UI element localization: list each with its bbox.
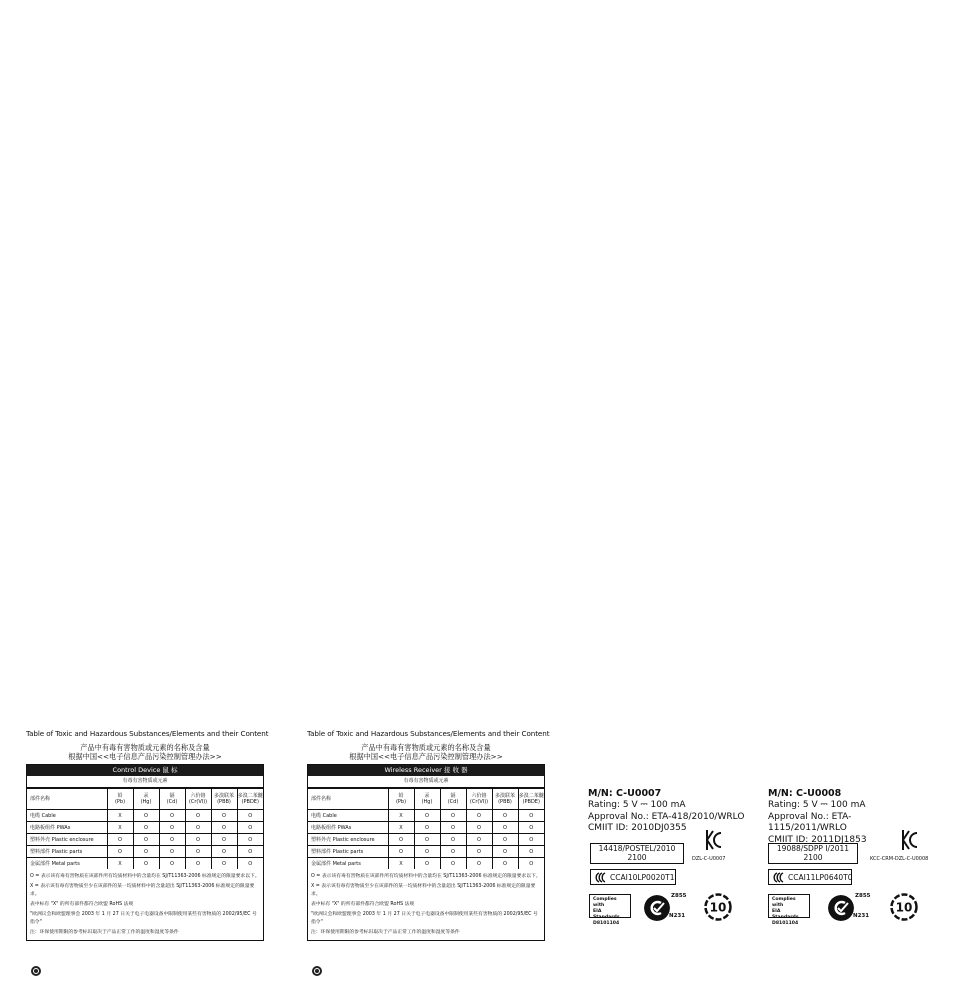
content-mark-cell: O — [518, 810, 544, 822]
note-efup: 注：环保使用期限的参考标识取决于产品正常工作的温度和湿度等条件 — [311, 930, 460, 935]
ccai-number: CCAI10LP0020T1 — [610, 873, 675, 882]
content-mark-cell: O — [133, 834, 159, 846]
column-header-substance: 六价铬 (Cr(VI)) — [185, 789, 211, 810]
hazard-table-panel-control-device — [26, 729, 269, 941]
eia-standards-box — [589, 894, 631, 926]
content-mark-cell: O — [492, 858, 518, 870]
content-mark-cell: X — [107, 822, 133, 834]
column-header-substance: 多溴联苯 (PBB) — [211, 789, 237, 810]
part-name-cell: 电路板组件 PWAs — [308, 822, 388, 834]
content-mark-cell: O — [518, 846, 544, 858]
column-header-substance: 镉 (Cd) — [440, 789, 466, 810]
part-name-cell: 金属部件 Metal parts — [27, 858, 107, 870]
note-directive: "欧洲议会和欧盟理事会 2003 年 1 月 27 日关于电子电器设备中限制使用某些有害物质的 2002/95/EC 号指令" — [311, 912, 538, 925]
content-mark-cell: O — [133, 810, 159, 822]
column-header-substance: 汞 (Hg) — [414, 789, 440, 810]
panel-title-cn-line-1: 产品中有毒有害物质或元素的名称及含量 — [361, 743, 491, 752]
column-header-substance: 六价铬 (Cr(VI)) — [466, 789, 492, 810]
content-mark-cell: O — [185, 846, 211, 858]
content-mark-cell: O — [414, 822, 440, 834]
panel-title-cn-line-2: 根据中国<<电子信息产品污染控制管理办法>> — [68, 752, 222, 761]
content-mark-cell: O — [466, 858, 492, 870]
kc-mark-icon — [704, 829, 722, 851]
part-name-cell: 塑料外壳 Plastic enclosure — [27, 834, 107, 846]
content-mark-cell: O — [211, 846, 237, 858]
eia-line-3: D8101104 — [593, 921, 620, 926]
content-mark-cell: O — [211, 858, 237, 870]
part-name-cell: 电缆 Cable — [308, 810, 388, 822]
eia-line-3: D8101104 — [772, 921, 799, 926]
table-row — [27, 834, 263, 846]
device-header: Wireless Receiver 接 收 器 — [308, 765, 544, 776]
substance-group-header: 有毒有害物质或元素 — [27, 776, 263, 788]
c-tick-n-code: N231 — [669, 913, 686, 919]
content-mark-cell: O — [159, 846, 185, 858]
table-row — [308, 846, 544, 858]
content-mark-cell: O — [107, 846, 133, 858]
note-directive: "欧洲议会和欧盟理事会 2003 年 1 月 27 日关于电子电器设备中限制使用某些有害物质的 2002/95/EC 号指令" — [30, 912, 257, 925]
content-mark-cell: O — [492, 834, 518, 846]
content-mark-cell: X — [388, 810, 414, 822]
panel-title-cn-line-2: 根据中国<<电子信息产品污染控制管理办法>> — [349, 752, 503, 761]
content-mark-cell: O — [466, 846, 492, 858]
sdppi-cert-box — [768, 843, 858, 864]
content-mark-cell: O — [466, 834, 492, 846]
kc-mark-icon — [900, 829, 918, 851]
table-row — [308, 822, 544, 834]
note-efup: 注：环保使用期限的参考标识取决于产品正常工作的温度和湿度等条件 — [30, 930, 179, 935]
efup-mark-icon — [31, 966, 41, 976]
table-row — [27, 858, 263, 870]
table-row — [308, 858, 544, 870]
content-mark-cell: O — [518, 822, 544, 834]
approval-number: Approval No.: ETA-418/2010/WRLO — [588, 811, 745, 822]
note-x: X = 表示该有毒有害物质至少在该部件的某一均质材料中的含量超出 SJ/T11363-2006 标准规定的限量要求。 — [311, 884, 536, 897]
content-mark-cell: O — [440, 810, 466, 822]
content-mark-cell: O — [440, 822, 466, 834]
postel-cert-box — [590, 843, 684, 864]
panel-title-cn-line-1: 产品中有毒有害物质或元素的名称及含量 — [80, 743, 210, 752]
content-mark-cell: O — [237, 822, 263, 834]
ccai-cert-box — [590, 869, 676, 885]
note-o: O = 表示该有毒有害物质在该部件所有均质材料中的含量均在 SJ/T11363-2006 标准规定的限量要求以下。 — [30, 874, 260, 879]
kc-code: KCC-CRM-DZL-C-U0008 — [870, 856, 929, 862]
content-mark-cell: O — [185, 834, 211, 846]
content-mark-cell: O — [466, 822, 492, 834]
content-mark-cell: O — [211, 810, 237, 822]
note-x: X = 表示该有毒有害物质至少在该部件的某一均质材料中的含量超出 SJ/T11363-2006 标准规定的限量要求。 — [30, 884, 255, 897]
content-mark-cell: O — [518, 834, 544, 846]
column-header-part-name: 部件名称 — [308, 789, 388, 810]
table-row — [27, 810, 263, 822]
content-mark-cell: O — [237, 834, 263, 846]
cmiit-id: CMIIT ID: 2011DJ1853 — [768, 834, 867, 845]
content-mark-cell: O — [237, 810, 263, 822]
content-mark-cell: O — [107, 834, 133, 846]
column-header-substance: 多溴二苯醚 (PBDE) — [518, 789, 544, 810]
panel-title-cn — [307, 743, 545, 761]
rating: Rating: 5 V ⎓ 100 mA — [768, 800, 866, 810]
note-o: O = 表示该有毒有害物质在该部件所有均质材料中的含量均在 SJ/T11363-2006 标准规定的限量要求以下。 — [311, 874, 541, 879]
column-header-substance: 多溴二苯醚 (PBDE) — [237, 789, 263, 810]
c-tick-supplier-code: Z855 — [855, 893, 871, 899]
c-tick-n-code: N231 — [853, 913, 870, 919]
content-mark-cell: O — [159, 810, 185, 822]
content-mark-cell: O — [492, 822, 518, 834]
table-row — [27, 822, 263, 834]
content-mark-cell: O — [440, 846, 466, 858]
efup-mark-icon — [312, 966, 322, 976]
substance-table — [27, 788, 263, 869]
table-row — [308, 834, 544, 846]
column-header-substance: 汞 (Hg) — [133, 789, 159, 810]
sdppi-code: 2100 — [803, 853, 823, 862]
device-header: Control Device 鼠 标 — [27, 765, 263, 776]
ccai-cert-box — [768, 869, 852, 885]
approval-number: Approval No.: ETA-1115/2011/WRLO — [768, 811, 852, 833]
c-tick-supplier-code: Z855 — [671, 893, 687, 899]
content-mark-cell: O — [159, 834, 185, 846]
content-mark-cell: O — [237, 858, 263, 870]
content-mark-cell: O — [492, 810, 518, 822]
table-notes — [27, 869, 263, 940]
column-header-substance: 多溴联苯 (PBB) — [492, 789, 518, 810]
regulatory-label-c-u0007 — [588, 788, 748, 835]
column-header-substance: 铅 (Pb) — [388, 789, 414, 810]
kc-code: DZL-C-U0007 — [692, 856, 726, 862]
content-mark-cell: O — [159, 858, 185, 870]
content-mark-cell: X — [388, 858, 414, 870]
table-row — [27, 846, 263, 858]
part-name-cell: 塑料部件 Plastic parts — [308, 846, 388, 858]
content-mark-cell: O — [414, 846, 440, 858]
part-name-cell: 塑料外壳 Plastic enclosure — [308, 834, 388, 846]
column-header-part-name: 部件名称 — [27, 789, 107, 810]
eia-standards-box — [768, 894, 810, 926]
model-number: M/N: C-U0007 — [588, 788, 662, 799]
content-mark-cell: O — [185, 810, 211, 822]
content-mark-cell: O — [388, 834, 414, 846]
content-mark-cell: O — [237, 846, 263, 858]
sdppi-number: 19088/SDPP I/2011 — [776, 844, 850, 853]
efup-number: 10 — [709, 900, 727, 915]
c-tick-mark-icon — [828, 895, 854, 921]
content-mark-cell: O — [133, 858, 159, 870]
model-number: M/N: C-U0008 — [768, 788, 842, 799]
postel-code: 2100 — [627, 853, 647, 862]
part-name-cell: 塑料部件 Plastic parts — [27, 846, 107, 858]
content-mark-cell: O — [185, 858, 211, 870]
substance-table — [308, 788, 544, 869]
eia-line-2: EIA Standards — [593, 909, 620, 920]
rating: Rating: 5 V ⎓ 100 mA — [588, 800, 686, 810]
panel-title-en: Table of Toxic and Hazardous Substances/Elements and their Content — [26, 729, 269, 738]
content-mark-cell: O — [388, 846, 414, 858]
content-mark-cell: O — [492, 846, 518, 858]
cmiit-id: CMIIT ID: 2010DJ0355 — [588, 823, 687, 833]
panel-title-cn — [26, 743, 264, 761]
note-rohs: 表中标有 "X" 的所有部件都符合欧盟 RoHS 法规 — [311, 902, 415, 907]
content-mark-cell: O — [211, 822, 237, 834]
panel-title-en: Table of Toxic and Hazardous Substances/Elements and their Content — [307, 729, 550, 738]
content-mark-cell: X — [107, 810, 133, 822]
note-rohs: 表中标有 "X" 的所有部件都符合欧盟 RoHS 法规 — [30, 902, 134, 907]
content-mark-cell: O — [414, 858, 440, 870]
eia-line-1: Complies with — [593, 897, 617, 908]
efup-10-year-icon — [890, 893, 918, 921]
efup-10-year-icon — [704, 893, 732, 921]
eia-line-1: Complies with — [772, 897, 796, 908]
content-mark-cell: O — [211, 834, 237, 846]
content-mark-cell: X — [388, 822, 414, 834]
content-mark-cell: X — [107, 858, 133, 870]
eia-line-2: EIA Standards — [772, 909, 799, 920]
content-mark-cell: O — [518, 858, 544, 870]
content-mark-cell: O — [185, 822, 211, 834]
content-mark-cell: O — [466, 810, 492, 822]
content-mark-cell: O — [159, 822, 185, 834]
part-name-cell: 电缆 Cable — [27, 810, 107, 822]
content-mark-cell: O — [414, 810, 440, 822]
postel-number: 14418/POSTEL/2010 — [598, 844, 676, 853]
ncc-wave-icon — [772, 872, 786, 883]
content-mark-cell: O — [133, 822, 159, 834]
table-row — [308, 810, 544, 822]
c-tick-mark-icon — [644, 895, 670, 921]
part-name-cell: 金属部件 Metal parts — [308, 858, 388, 870]
hazard-table-panel-wireless-receiver — [307, 729, 550, 941]
content-mark-cell: O — [414, 834, 440, 846]
substance-table-box — [307, 764, 545, 941]
content-mark-cell: O — [440, 858, 466, 870]
column-header-substance: 镉 (Cd) — [159, 789, 185, 810]
part-name-cell: 电路板组件 PWAs — [27, 822, 107, 834]
ccai-number: CCAI11LP0640T0 — [788, 873, 853, 882]
substance-table-box — [26, 764, 264, 941]
ncc-wave-icon — [594, 872, 608, 883]
content-mark-cell: O — [440, 834, 466, 846]
content-mark-cell: O — [133, 846, 159, 858]
efup-number: 10 — [895, 900, 913, 915]
substance-group-header: 有毒有害物质或元素 — [308, 776, 544, 788]
column-header-substance: 铅 (Pb) — [107, 789, 133, 810]
table-notes — [308, 869, 544, 940]
